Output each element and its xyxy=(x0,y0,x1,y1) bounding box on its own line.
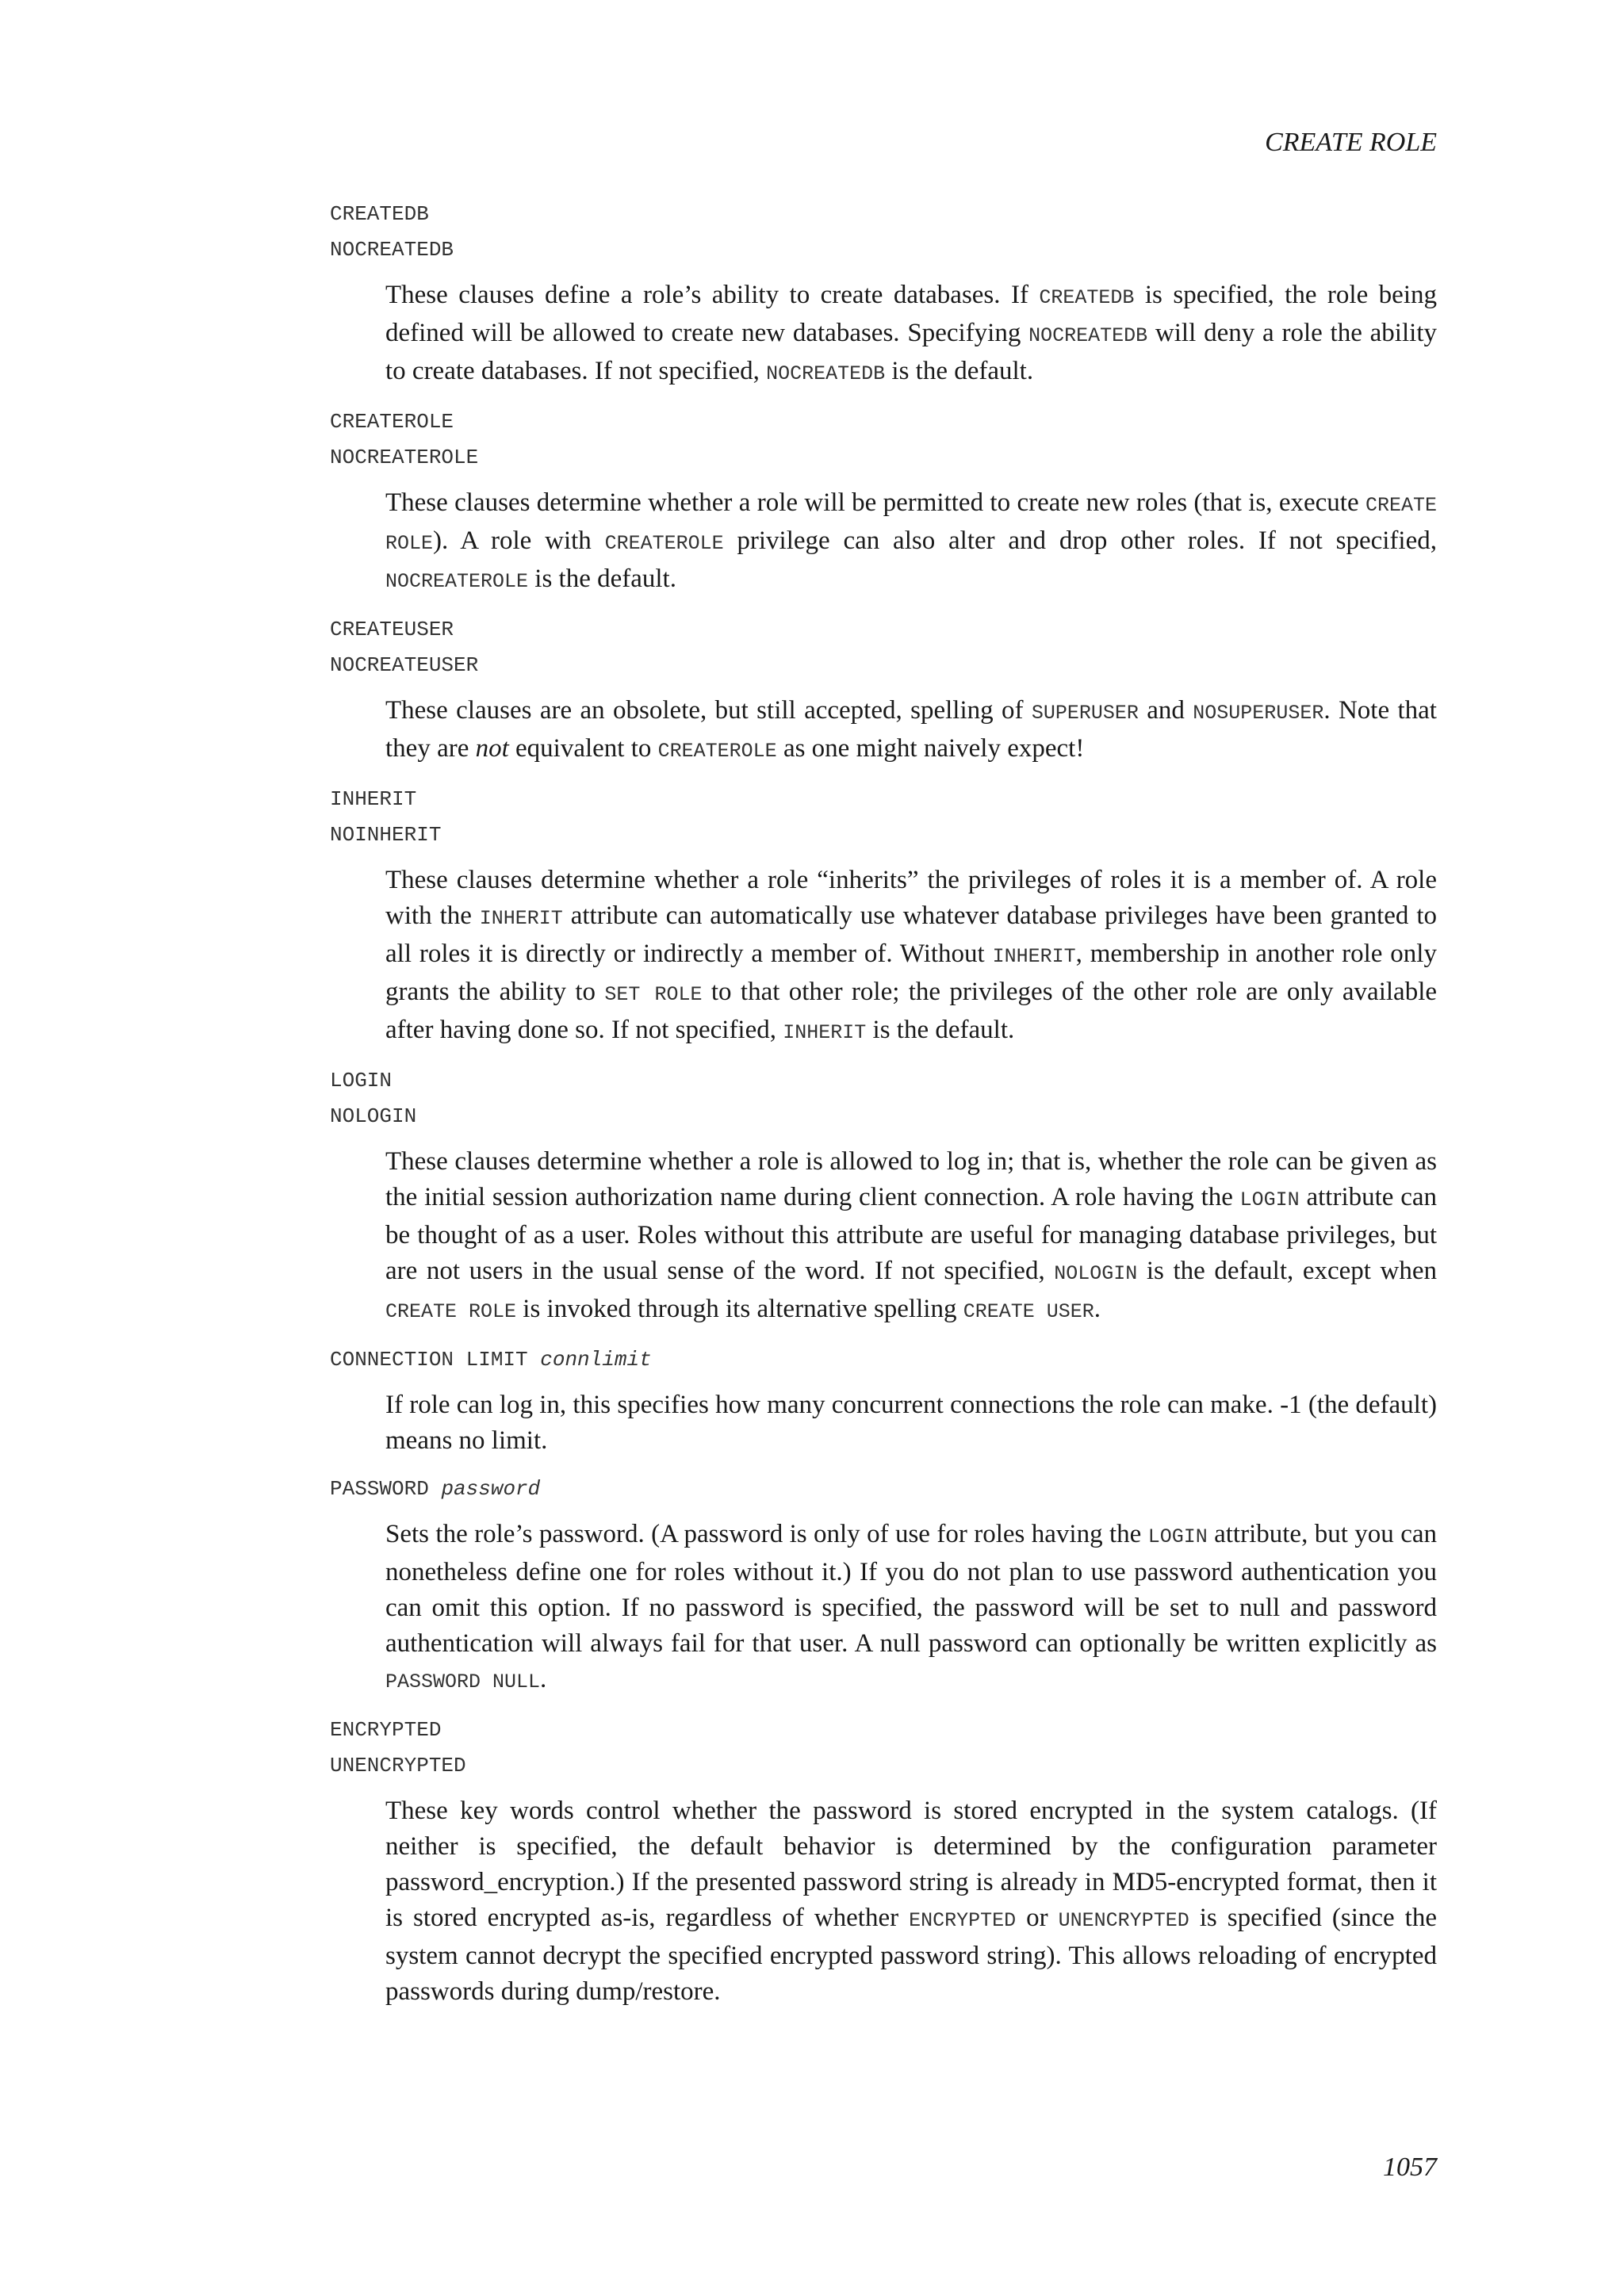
parameter-keyword: PASSWORD xyxy=(330,1477,429,1501)
page-number: 1057 xyxy=(1383,2152,1437,2182)
parameter-term: NOINHERIT xyxy=(330,823,442,847)
description-text: is specified, the role being defined will be allowed to create new databases. Specifying xyxy=(385,281,1437,347)
parameter-term xyxy=(330,1342,1437,1378)
parameter-argument: connlimit xyxy=(540,1348,652,1372)
description-text: Sets the role’s password. (A password is only of use for roles having the xyxy=(385,1520,1148,1548)
parameter-description xyxy=(385,863,1437,1050)
inline-code: INHERIT xyxy=(783,1021,867,1044)
parameter-description xyxy=(385,1517,1437,1700)
parameter-term: CREATEDB xyxy=(330,202,429,226)
inline-code: LOGIN xyxy=(1239,1188,1300,1211)
parameter-term: NOCREATEUSER xyxy=(330,653,479,677)
inline-code: ENCRYPTED xyxy=(909,1909,1017,1932)
emphasis-text: not xyxy=(475,734,509,763)
inline-code: CREATEDB xyxy=(1039,286,1135,309)
inline-code: NOCREATEDB xyxy=(766,362,886,385)
description-text: attribute can be thought of as a user. Roles without this attribute are useful for managing database privileges, but are not users in the usual sense of the word. If not specified, xyxy=(385,1183,1437,1285)
description-text: If role can log in, this specifies how many concurrent connections the role can make. -1 (the default) means no limit. xyxy=(385,1391,1437,1455)
inline-code: CREATE ROLE xyxy=(385,1300,517,1323)
description-text: as one might naively expect! xyxy=(776,734,1085,763)
description-text: . xyxy=(1094,1295,1101,1323)
parameter-entry xyxy=(330,612,1437,769)
inline-code: NOCREATEROLE xyxy=(385,570,529,593)
parameter-description xyxy=(385,1144,1437,1330)
description-text: These clauses determine whether a role “inherits” the privileges of roles it is a member of. A role with the xyxy=(385,866,1437,930)
description-text: These clauses are an obsolete, but still accepted, spelling of xyxy=(385,696,1032,725)
parameter-term: INHERIT xyxy=(330,787,417,811)
parameter-description xyxy=(385,693,1437,769)
parameter-entry xyxy=(330,404,1437,599)
inline-code: CREATEROLE xyxy=(657,740,777,763)
description-text: These clauses determine whether a role is allowed to log in; that is, whether the role can be given as the initial session authorization name during client connection. A role having the xyxy=(385,1147,1437,1211)
parameter-term: CREATEROLE xyxy=(330,410,454,434)
description-text: These key words control whether the password is stored encrypted in the system catalogs. (If neither is specified, the default behavior is determined by the configuration parameter password_encryption.) If the presented password string is already in MD5-encrypted format, then it is stored encrypted as-is, regardless of whether xyxy=(385,1797,1437,1932)
parameter-list xyxy=(330,197,1437,2022)
inline-code: LOGIN xyxy=(1147,1525,1208,1548)
description-text: ). A role with xyxy=(433,526,605,555)
description-text: attribute, but you can nonetheless define one for roles without it.) If you do not plan to use password authentication you can omit this option. If no password is specified, the password will be set to null and password authentication will always fail for that user. A null password can optionally be written explicitly as xyxy=(385,1520,1437,1658)
inline-code: UNENCRYPTED xyxy=(1058,1909,1189,1932)
inline-code: NOLOGIN xyxy=(1054,1262,1138,1285)
description-text: privilege can also alter and drop other roles. If not specified, xyxy=(723,526,1437,555)
description-text: is specified (since the system cannot decrypt the specified encrypted password string). This allows reloading of encrypted passwords during dump/restore. xyxy=(385,1904,1437,2006)
description-text: These clauses determine whether a role will be permitted to create new roles (that is, execute xyxy=(385,488,1365,517)
parameter-description xyxy=(385,1387,1437,1459)
description-text: will deny a role the ability to create databases. If not specified, xyxy=(385,319,1437,385)
parameter-entry xyxy=(330,1471,1437,1700)
parameter-description xyxy=(385,277,1437,392)
description-text: These clauses define a role’s ability to create databases. If xyxy=(385,281,1040,309)
inline-code: CREATE USER xyxy=(963,1300,1094,1323)
running-header: CREATE ROLE xyxy=(1265,128,1437,157)
parameter-term: NOCREATEDB xyxy=(330,238,454,262)
inline-code: PASSWORD NULL xyxy=(385,1670,541,1693)
description-text: is the default, except when xyxy=(1137,1257,1437,1285)
parameter-entry xyxy=(330,1342,1437,1459)
description-text: equivalent to xyxy=(508,734,658,763)
description-text: is the default. xyxy=(885,357,1034,385)
parameter-entry xyxy=(330,782,1437,1050)
description-text: and xyxy=(1138,696,1193,725)
description-text: is invoked through its alternative spelling xyxy=(516,1295,963,1323)
parameter-term: UNENCRYPTED xyxy=(330,1754,466,1777)
parameter-entry xyxy=(330,1712,1437,2010)
description-text: is the default. xyxy=(528,564,676,593)
inline-code: SUPERUSER xyxy=(1031,702,1139,725)
parameter-entry xyxy=(330,197,1437,392)
description-text: , membership in another role only grants the ability to xyxy=(385,939,1437,1006)
parameter-term: ENCRYPTED xyxy=(330,1718,442,1742)
inline-code: NOCREATEDB xyxy=(1028,324,1148,347)
description-text: attribute can automatically use whatever database privileges have been granted to all roles it is directly or indirectly a member of. Without xyxy=(385,901,1437,968)
parameter-term: LOGIN xyxy=(330,1069,393,1093)
description-text: . xyxy=(540,1665,547,1693)
inline-code: INHERIT xyxy=(479,907,563,930)
description-text: is the default. xyxy=(866,1016,1015,1044)
inline-code: INHERIT xyxy=(992,945,1076,968)
parameter-term xyxy=(330,1471,1437,1507)
description-text: or xyxy=(1016,1904,1059,1932)
parameter-term: CREATEUSER xyxy=(330,618,454,641)
description-text: . Note that they are xyxy=(385,696,1437,763)
inline-code: CREATE ROLE xyxy=(385,494,1437,555)
parameter-argument: password xyxy=(441,1477,541,1501)
inline-code: SET ROLE xyxy=(604,983,703,1006)
parameter-term: NOCREATEROLE xyxy=(330,446,479,469)
inline-code: NOSUPERUSER xyxy=(1193,702,1324,725)
parameter-description xyxy=(385,485,1437,599)
parameter-entry xyxy=(330,1063,1437,1330)
description-text: to that other role; the privileges of the other role are only available after having done so. If not specified, xyxy=(385,978,1438,1044)
parameter-description xyxy=(385,1793,1437,2010)
parameter-term: NOLOGIN xyxy=(330,1104,417,1128)
inline-code: CREATEROLE xyxy=(604,532,724,555)
parameter-keyword: CONNECTION LIMIT xyxy=(330,1348,528,1372)
